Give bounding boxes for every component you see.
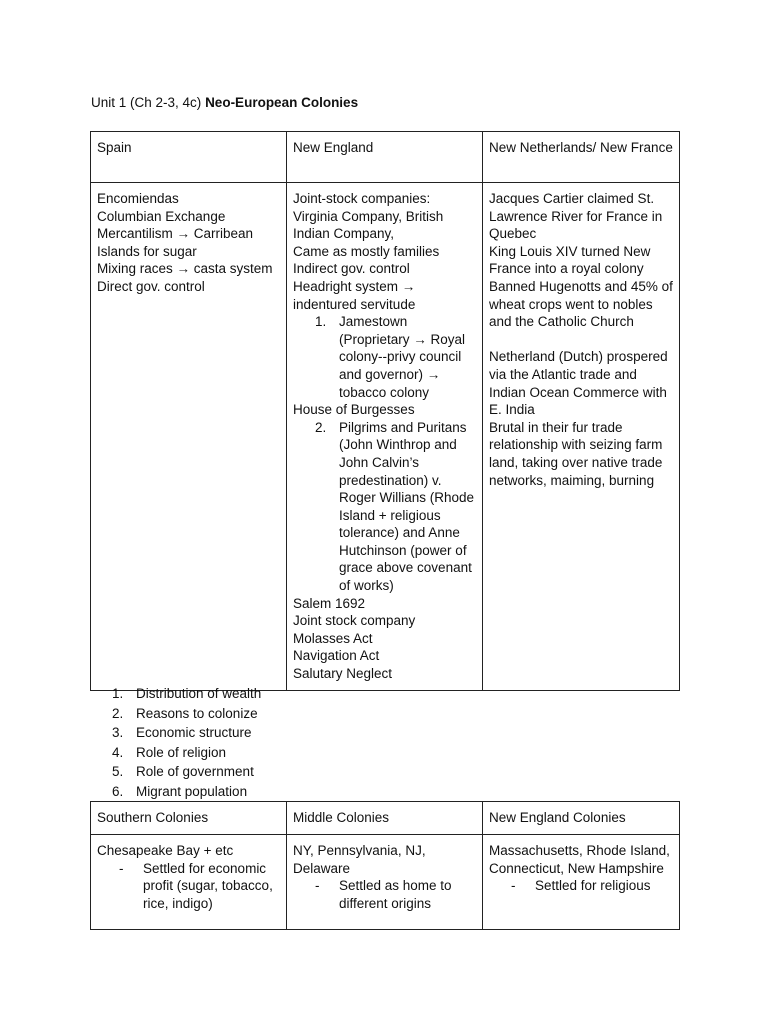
regional-colonies-table — [90, 801, 680, 930]
cell-line: Massachusetts, Rhode Island, Connecticut, New Hampshire — [489, 843, 670, 876]
cell-middle — [287, 835, 483, 930]
header-cell-southern: Southern Colonies — [91, 802, 287, 835]
cell-line: Navigation Act — [293, 648, 380, 664]
cell-line: Columbian Exchange — [97, 208, 226, 224]
cell-line: Brutal in their fur trade relationship with seizing farm land, taking over native trade networks, maiming, burning — [489, 419, 663, 488]
header-cell-spain: Spain — [91, 132, 287, 183]
list-item — [112, 762, 261, 782]
cell-line: Molasses Act — [293, 630, 373, 646]
numbered-list — [293, 419, 476, 595]
list-item — [112, 704, 261, 724]
cell-line: Mixing races → casta system — [97, 261, 273, 277]
cell-new-england-colonies — [483, 835, 680, 930]
cell-line: Salutary Neglect — [293, 666, 393, 682]
header-cell-middle: Middle Colonies — [287, 802, 483, 835]
list-item-text: Jamestown (Proprietary → Royal colony--privy council and governor) → tobacco colony — [339, 314, 466, 400]
list-marker: - — [315, 878, 320, 894]
list-marker: 4. — [112, 744, 124, 760]
list-item-text: Role of religion — [136, 744, 227, 760]
cell-line: Salem 1692 — [293, 595, 366, 611]
table-header-row — [91, 802, 680, 835]
cell-line: Banned Hugenotts and 45% of wheat crops went to nobles and the Catholic Church — [489, 278, 673, 330]
list-item — [293, 419, 476, 595]
cell-line: Mercantilism → Carribean Islands for sugar — [97, 226, 254, 259]
cell-line: Headright system → indentured servitude — [293, 278, 416, 312]
list-item — [489, 877, 673, 895]
list-marker: 1. — [315, 314, 327, 330]
list-item-text: Pilgrims and Puritans (John Winthrop and John Calvin’s predestination) v. Roger Willians (Rhode Island + religious tolerance) and Anne Hutchinson (power of grace above covenant of works) — [339, 419, 475, 594]
cell-line: Encomiendas — [97, 191, 179, 206]
title-prefix: Unit 1 (Ch 2-3, 4c) — [91, 95, 202, 110]
list-item-text: Role of government — [136, 764, 254, 780]
list-item-text: Reasons to colonize — [136, 705, 258, 721]
list-marker: 5. — [112, 764, 124, 780]
list-marker: 2. — [112, 705, 124, 721]
list-item-text: Settled as home to different origins — [339, 878, 452, 911]
list-item — [112, 723, 261, 743]
list-marker: - — [511, 878, 516, 894]
document-title — [91, 94, 358, 112]
cell-line: Indirect gov. control — [293, 261, 410, 277]
cell-line: Chesapeake Bay + etc — [97, 843, 234, 858]
table-body-row — [91, 183, 680, 691]
table-header-row — [91, 132, 680, 183]
list-item — [112, 743, 261, 763]
cell-line: Joint stock company — [293, 613, 416, 629]
cell-line: Came as mostly families — [293, 243, 440, 259]
title-bold: Neo-European Colonies — [205, 95, 359, 110]
numbered-list — [293, 313, 476, 401]
cell-new-netherlands — [483, 183, 680, 691]
cell-new-england — [287, 183, 483, 691]
cell-line: Jacques Cartier claimed St. Lawrence River for France in Quebec — [489, 191, 663, 242]
list-item-text: Migrant population — [136, 783, 248, 799]
paragraph-gap — [489, 331, 673, 349]
list-marker: 2. — [315, 419, 327, 435]
list-item — [293, 313, 476, 401]
cell-spain — [91, 183, 287, 691]
list-item-text: Economic structure — [136, 725, 252, 741]
topic-list — [112, 684, 261, 802]
list-item — [293, 877, 476, 912]
list-marker: - — [119, 860, 124, 876]
list-marker: 3. — [112, 725, 124, 741]
cell-line: House of Burgesses — [293, 402, 415, 418]
colonies-table — [90, 131, 680, 691]
cell-line: King Louis XIV turned New France into a royal colony — [489, 243, 651, 277]
cell-line: NY, Pennsylvania, NJ, Delaware — [293, 843, 426, 876]
cell-southern — [91, 835, 287, 930]
list-marker: 1. — [112, 686, 124, 701]
list-item — [112, 684, 261, 704]
header-cell-new-netherlands: New Netherlands/ New France — [483, 132, 680, 183]
header-cell-new-england: New England — [287, 132, 483, 183]
list-item — [112, 782, 261, 802]
cell-line: Netherland (Dutch) prospered via the Atlantic trade and Indian Ocean Commerce with E. India — [489, 349, 668, 418]
list-item-text: Settled for economic profit (sugar, tobacco, rice, indigo) — [143, 860, 273, 911]
list-item-text: Distribution of wealth — [136, 686, 262, 701]
list-marker: 6. — [112, 783, 124, 799]
header-cell-new-england-colonies: New England Colonies — [483, 802, 680, 835]
cell-line: Joint-stock companies: Virginia Company, British Indian Company, — [293, 191, 444, 242]
list-item-text: Settled for religious — [535, 878, 651, 894]
cell-line: Direct gov. control — [97, 278, 205, 294]
list-item — [97, 860, 280, 913]
table-body-row — [91, 835, 680, 930]
